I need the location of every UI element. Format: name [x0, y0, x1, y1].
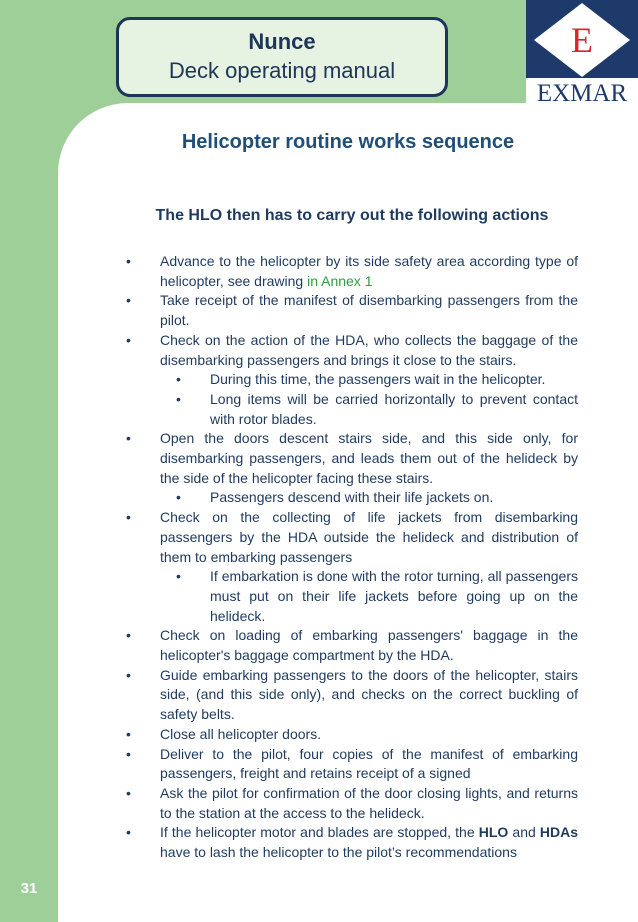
subheading: The HLO then has to carry out the following actions [155, 207, 549, 224]
document-title: Nunce [248, 29, 316, 54]
sub-list-item: • Long items will be carried horizontally to prevent contact with rotor blades. [118, 390, 578, 429]
list-item: • If the helicopter motor and blades are stopped, the HLO and HDAs have to lash the helicopter to the pilot’s recommendations [118, 823, 578, 862]
list-item: • Close all helicopter doors. [118, 725, 578, 745]
list-item: • Check on the collecting of life jackets from disembarking passengers by the HDA outside the helideck and distribution of them to embarking passengers [118, 508, 578, 567]
page-number: 31 [20, 880, 38, 897]
list-item: • Guide embarking passengers to the doors of the helicopter, stairs side, (and this side only), and checks on the correct buckling of safety belts. [118, 666, 578, 725]
exmar-logo [526, 0, 638, 108]
document-title-box [116, 17, 448, 97]
list-item: • Advance to the helicopter by its side safety area according type of helicopter, see drawing in Annex 1 [118, 252, 578, 291]
list-item: • Take receipt of the manifest of disembarking passengers from the pilot. [118, 291, 578, 330]
left-sidebar [0, 0, 58, 922]
list-item: • Open the doors descent stairs side, and this side only, for disembarking passengers, and leads them out of the helideck by the side of the helicopter facing these stairs. [118, 429, 578, 488]
list-item: • Check on the action of the HDA, who collects the baggage of the disembarking passengers and brings it close to the stairs. [118, 331, 578, 370]
logo-letter: E [571, 20, 593, 60]
list-item: • Deliver to the pilot, four copies of the manifest of embarking passengers, freight and retains receipt of a signed [118, 745, 578, 784]
logo-text: EXMAR [536, 80, 628, 107]
action-list [118, 252, 578, 863]
list-item: • Check on loading of embarking passengers' baggage in the helicopter's baggage compartment by the HDA. [118, 626, 578, 665]
list-item: • Ask the pilot for confirmation of the door closing lights, and returns to the station at the access to the helideck. [118, 784, 578, 823]
sub-list-item: • If embarkation is done with the rotor turning, all passengers must put on their life jackets before going up on the helideck. [118, 567, 578, 626]
annex-link[interactable]: in Annex 1 [307, 272, 373, 289]
section-title: Helicopter routine works sequence [181, 131, 515, 153]
document-subtitle: Deck operating manual [168, 58, 396, 83]
sub-list-item: • Passengers descend with their life jackets on. [118, 488, 578, 508]
sub-list-item: • During this time, the passengers wait in the helicopter. [118, 370, 578, 390]
